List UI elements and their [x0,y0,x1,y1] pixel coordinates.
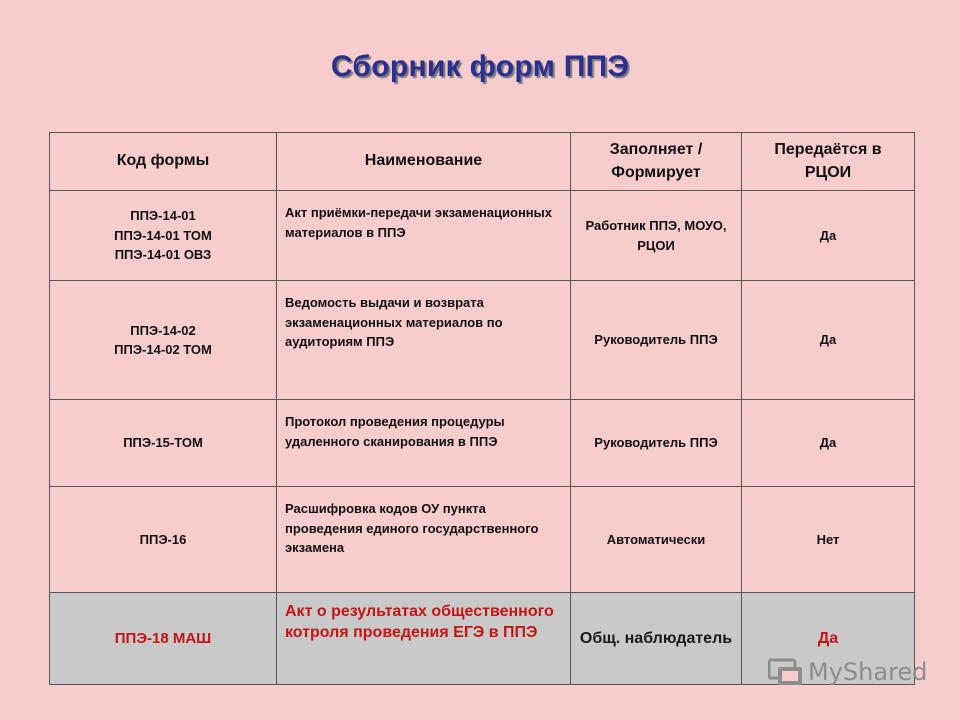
header-code: Код формы [50,133,277,191]
watermark [768,656,927,688]
header-to-rcoi: Передаётся в РЦОИ [742,133,915,191]
header-name: Наименование [277,133,571,191]
form-code: ППЭ-18 МАШ [114,629,212,647]
filled-by: Автоматически [571,487,742,593]
filled-by: Руководитель ППЭ [571,281,742,400]
to-rcoi: Да [742,400,915,487]
form-code: ППЭ-14-01 ОВЗ [114,247,212,263]
slide-title: Сборник форм ППЭ [330,50,630,83]
form-code: ППЭ-16 [139,531,187,547]
form-code-cell [50,487,277,593]
to-rcoi: Нет [742,487,915,593]
form-code: ППЭ-14-01 ТОМ [114,227,212,243]
form-name: Протокол проведения процедуры удаленного сканирования в ППЭ [277,400,571,487]
to-rcoi: Да [742,281,915,400]
form-code: ППЭ-14-02 ТОМ [114,342,212,357]
header-filled-by: Заполняет / Формирует [571,133,742,191]
filled-by: Работник ППЭ, МОУО, РЦОИ [571,191,742,281]
form-code-cell [50,281,277,400]
form-name: Ведомость выдачи и возврата экзаменационных материалов по аудиториям ППЭ [277,281,571,400]
form-name: Акт приёмки-передачи экзаменационных материалов в ППЭ [277,191,571,281]
filled-by: Руководитель ППЭ [571,400,742,487]
filled-by: Общ. наблюдатель [571,593,742,685]
forms-table [49,132,915,685]
table-header-row [50,133,915,191]
table-row [50,400,915,487]
form-code: ППЭ-15-ТОМ [123,435,203,451]
watermark-text: MyShared [808,658,928,686]
table-row [50,487,915,593]
form-name: Акт о результатах общественного котроля проведения ЕГЭ в ППЭ [277,593,571,685]
table-row [50,281,915,400]
to-rcoi: Да [742,593,915,685]
table-row [50,191,915,281]
form-name: Расшифровка кодов ОУ пункта проведения единого государственного экзамена [277,487,571,593]
form-code: ППЭ-14-02 [130,322,196,338]
form-code-cell [50,191,277,281]
myshared-logo-icon [768,656,804,688]
form-code-cell [50,400,277,487]
to-rcoi: Да [742,191,915,281]
form-code-cell [50,593,277,685]
form-code: ППЭ-14-01 [130,208,196,224]
